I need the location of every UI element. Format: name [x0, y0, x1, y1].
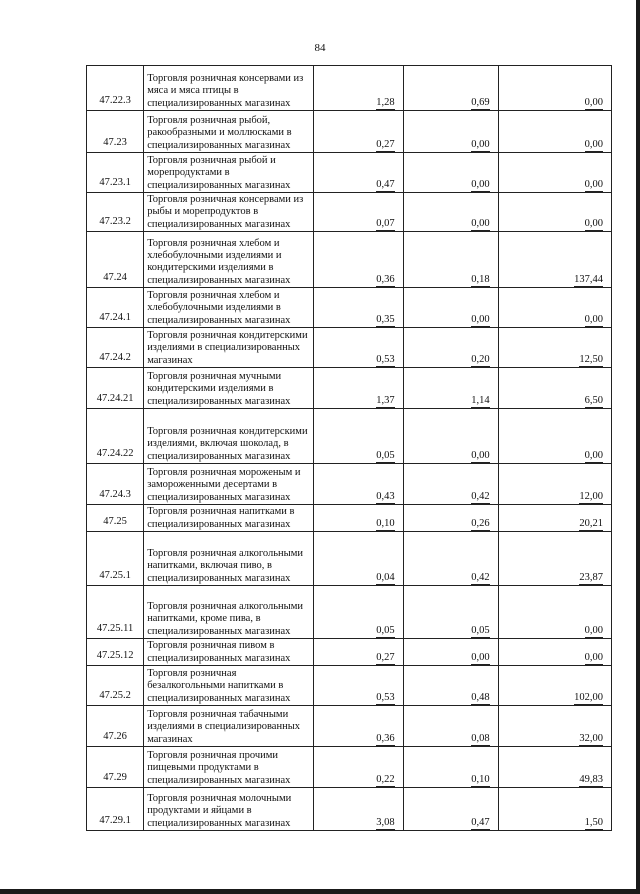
- table-body: [87, 66, 612, 831]
- value-text: 0,05: [471, 625, 489, 638]
- value-2-cell: [403, 368, 498, 409]
- value-text: 0,04: [376, 572, 394, 585]
- activity-name-cell: Торговля розничная кондитерскими изделиями, включая шоколад, в специализированных магазинах: [144, 409, 314, 464]
- table-row: [87, 464, 612, 505]
- value-text: 20,21: [579, 518, 603, 531]
- table-row: [87, 193, 612, 232]
- activity-name-cell: Торговля розничная консервами из рыбы и морепродуктов в специализированных магазинах: [144, 193, 314, 232]
- activity-name-cell: Торговля розничная хлебом и хлебобулочными изделиями в специализированных магазинах: [144, 288, 314, 328]
- value-2-cell: [403, 747, 498, 788]
- value-text: 0,00: [471, 314, 489, 327]
- activity-name-cell: Торговля розничная молочными продуктами и яйцами в специализированных магазинах: [144, 788, 314, 831]
- value-2-cell: [403, 232, 498, 288]
- activity-name-cell: Торговля розничная рыбой и морепродуктами в специализированных магазинах: [144, 153, 314, 193]
- value-text: 0,22: [376, 774, 394, 787]
- value-text: 0,00: [471, 179, 489, 192]
- value-1-cell: [313, 66, 403, 111]
- okved-code-cell: 47.23: [87, 111, 144, 153]
- value-text: 0,10: [376, 518, 394, 531]
- scan-border-bottom: [0, 889, 640, 894]
- value-3-cell: [498, 288, 611, 328]
- okved-code-cell: 47.29.1: [87, 788, 144, 831]
- value-text: 0,36: [376, 274, 394, 287]
- value-2-cell: [403, 153, 498, 193]
- table-row: [87, 111, 612, 153]
- table-row: [87, 586, 612, 639]
- value-2-cell: [403, 328, 498, 368]
- page-number: 84: [314, 42, 326, 54]
- value-text: 0,43: [376, 491, 394, 504]
- value-text: 0,48: [471, 692, 489, 705]
- value-1-cell: [313, 706, 403, 747]
- value-3-cell: [498, 505, 611, 532]
- data-table: [86, 65, 612, 831]
- scan-border-right: [636, 0, 640, 894]
- value-2-cell: [403, 464, 498, 505]
- okved-code-cell: 47.24.2: [87, 328, 144, 368]
- value-2-cell: [403, 706, 498, 747]
- okved-code-cell: 47.25.2: [87, 666, 144, 706]
- table-row: [87, 747, 612, 788]
- okved-code-cell: 47.24.3: [87, 464, 144, 505]
- value-1-cell: [313, 328, 403, 368]
- value-2-cell: [403, 193, 498, 232]
- value-text: 0,00: [471, 450, 489, 463]
- table-row: [87, 288, 612, 328]
- value-text: 0,27: [376, 139, 394, 152]
- value-text: 0,00: [585, 652, 603, 665]
- value-text: 0,00: [585, 625, 603, 638]
- table-row: [87, 368, 612, 409]
- okved-code-cell: 47.26: [87, 706, 144, 747]
- value-text: 137,44: [574, 274, 603, 287]
- table-row: [87, 409, 612, 464]
- value-text: 0,69: [471, 97, 489, 110]
- okved-code-cell: 47.25: [87, 505, 144, 532]
- value-3-cell: [498, 409, 611, 464]
- value-1-cell: [313, 288, 403, 328]
- activity-name-cell: Торговля розничная прочими пищевыми продуктами в специализированных магазинах: [144, 747, 314, 788]
- value-text: 1,28: [376, 97, 394, 110]
- activity-name-cell: Торговля розничная рыбой, ракообразными и моллюсками в специализированных магазинах: [144, 111, 314, 153]
- value-text: 12,50: [579, 354, 603, 367]
- value-3-cell: [498, 232, 611, 288]
- value-text: 0,00: [471, 139, 489, 152]
- value-text: 23,87: [579, 572, 603, 585]
- value-3-cell: [498, 111, 611, 153]
- value-2-cell: [403, 532, 498, 586]
- value-2-cell: [403, 666, 498, 706]
- value-text: 49,83: [579, 774, 603, 787]
- value-text: 0,47: [376, 179, 394, 192]
- value-1-cell: [313, 409, 403, 464]
- value-1-cell: [313, 505, 403, 532]
- value-text: 1,50: [585, 817, 603, 830]
- okved-code-cell: 47.23.2: [87, 193, 144, 232]
- value-2-cell: [403, 288, 498, 328]
- value-text: 12,00: [579, 491, 603, 504]
- value-3-cell: [498, 788, 611, 831]
- value-text: 0,05: [376, 450, 394, 463]
- okved-code-cell: 47.24.1: [87, 288, 144, 328]
- value-text: 0,08: [471, 733, 489, 746]
- value-text: 0,00: [585, 139, 603, 152]
- value-text: 0,07: [376, 218, 394, 231]
- value-2-cell: [403, 788, 498, 831]
- value-1-cell: [313, 788, 403, 831]
- table-row: [87, 706, 612, 747]
- value-text: 0,00: [585, 97, 603, 110]
- value-3-cell: [498, 747, 611, 788]
- table-row: [87, 666, 612, 706]
- value-text: 0,00: [585, 218, 603, 231]
- okved-code-cell: 47.25.11: [87, 586, 144, 639]
- value-text: 0,18: [471, 274, 489, 287]
- table-row: [87, 232, 612, 288]
- value-3-cell: [498, 464, 611, 505]
- value-text: 0,53: [376, 354, 394, 367]
- okved-code-cell: 47.29: [87, 747, 144, 788]
- value-text: 0,00: [585, 179, 603, 192]
- value-text: 0,26: [471, 518, 489, 531]
- value-text: 0,42: [471, 491, 489, 504]
- activity-name-cell: Торговля розничная безалкогольными напитками в специализированных магазинах: [144, 666, 314, 706]
- value-text: 3,08: [376, 817, 394, 830]
- value-3-cell: [498, 532, 611, 586]
- value-2-cell: [403, 66, 498, 111]
- activity-name-cell: Торговля розничная алкогольными напитками, включая пиво, в специализированных магазинах: [144, 532, 314, 586]
- value-3-cell: [498, 639, 611, 666]
- okved-code-cell: 47.24.21: [87, 368, 144, 409]
- value-text: 0,36: [376, 733, 394, 746]
- value-1-cell: [313, 639, 403, 666]
- value-1-cell: [313, 532, 403, 586]
- value-1-cell: [313, 232, 403, 288]
- value-text: 1,37: [376, 395, 394, 408]
- value-text: 0,00: [585, 450, 603, 463]
- value-text: 0,00: [471, 218, 489, 231]
- value-1-cell: [313, 193, 403, 232]
- okved-code-cell: 47.25.12: [87, 639, 144, 666]
- value-2-cell: [403, 639, 498, 666]
- value-2-cell: [403, 111, 498, 153]
- value-text: 0,42: [471, 572, 489, 585]
- table-row: [87, 328, 612, 368]
- value-3-cell: [498, 66, 611, 111]
- okved-code-cell: 47.22.3: [87, 66, 144, 111]
- value-3-cell: [498, 193, 611, 232]
- value-3-cell: [498, 153, 611, 193]
- table-row: [87, 788, 612, 831]
- activity-name-cell: Торговля розничная табачными изделиями в специализированных магазинах: [144, 706, 314, 747]
- table-row: [87, 532, 612, 586]
- activity-name-cell: Торговля розничная консервами из мяса и мяса птицы в специализированных магазинах: [144, 66, 314, 111]
- table-row: [87, 505, 612, 532]
- okved-code-cell: 47.23.1: [87, 153, 144, 193]
- value-3-cell: [498, 328, 611, 368]
- value-text: 0,35: [376, 314, 394, 327]
- value-text: 0,05: [376, 625, 394, 638]
- value-text: 102,00: [574, 692, 603, 705]
- value-1-cell: [313, 586, 403, 639]
- activity-name-cell: Торговля розничная алкогольными напитками, кроме пива, в специализированных магазинах: [144, 586, 314, 639]
- value-text: 0,53: [376, 692, 394, 705]
- value-1-cell: [313, 464, 403, 505]
- okved-code-cell: 47.24.22: [87, 409, 144, 464]
- activity-name-cell: Торговля розничная напитками в специализированных магазинах: [144, 505, 314, 532]
- activity-name-cell: Торговля розничная мороженым и замороженными десертами в специализированных магазинах: [144, 464, 314, 505]
- value-3-cell: [498, 586, 611, 639]
- activity-name-cell: Торговля розничная кондитерскими изделиями в специализированных магазинах: [144, 328, 314, 368]
- table-row: [87, 639, 612, 666]
- value-2-cell: [403, 505, 498, 532]
- value-3-cell: [498, 666, 611, 706]
- table-row: [87, 153, 612, 193]
- value-text: 0,47: [471, 817, 489, 830]
- value-1-cell: [313, 666, 403, 706]
- value-text: 1,14: [471, 395, 489, 408]
- value-1-cell: [313, 368, 403, 409]
- value-2-cell: [403, 409, 498, 464]
- value-1-cell: [313, 111, 403, 153]
- value-3-cell: [498, 706, 611, 747]
- okved-code-cell: 47.25.1: [87, 532, 144, 586]
- value-text: 0,20: [471, 354, 489, 367]
- value-text: 32,00: [579, 733, 603, 746]
- activity-name-cell: Торговля розничная пивом в специализированных магазинах: [144, 639, 314, 666]
- okved-code-cell: 47.24: [87, 232, 144, 288]
- value-text: 0,10: [471, 774, 489, 787]
- value-text: 0,00: [585, 314, 603, 327]
- value-text: 0,00: [471, 652, 489, 665]
- table-row: [87, 66, 612, 111]
- value-2-cell: [403, 586, 498, 639]
- value-3-cell: [498, 368, 611, 409]
- value-text: 6,50: [585, 395, 603, 408]
- value-text: 0,27: [376, 652, 394, 665]
- value-1-cell: [313, 747, 403, 788]
- activity-name-cell: Торговля розничная хлебом и хлебобулочными изделиями и кондитерскими изделиями в специализированных магазинах: [144, 232, 314, 288]
- value-1-cell: [313, 153, 403, 193]
- activity-name-cell: Торговля розничная мучными кондитерскими изделиями в специализированных магазинах: [144, 368, 314, 409]
